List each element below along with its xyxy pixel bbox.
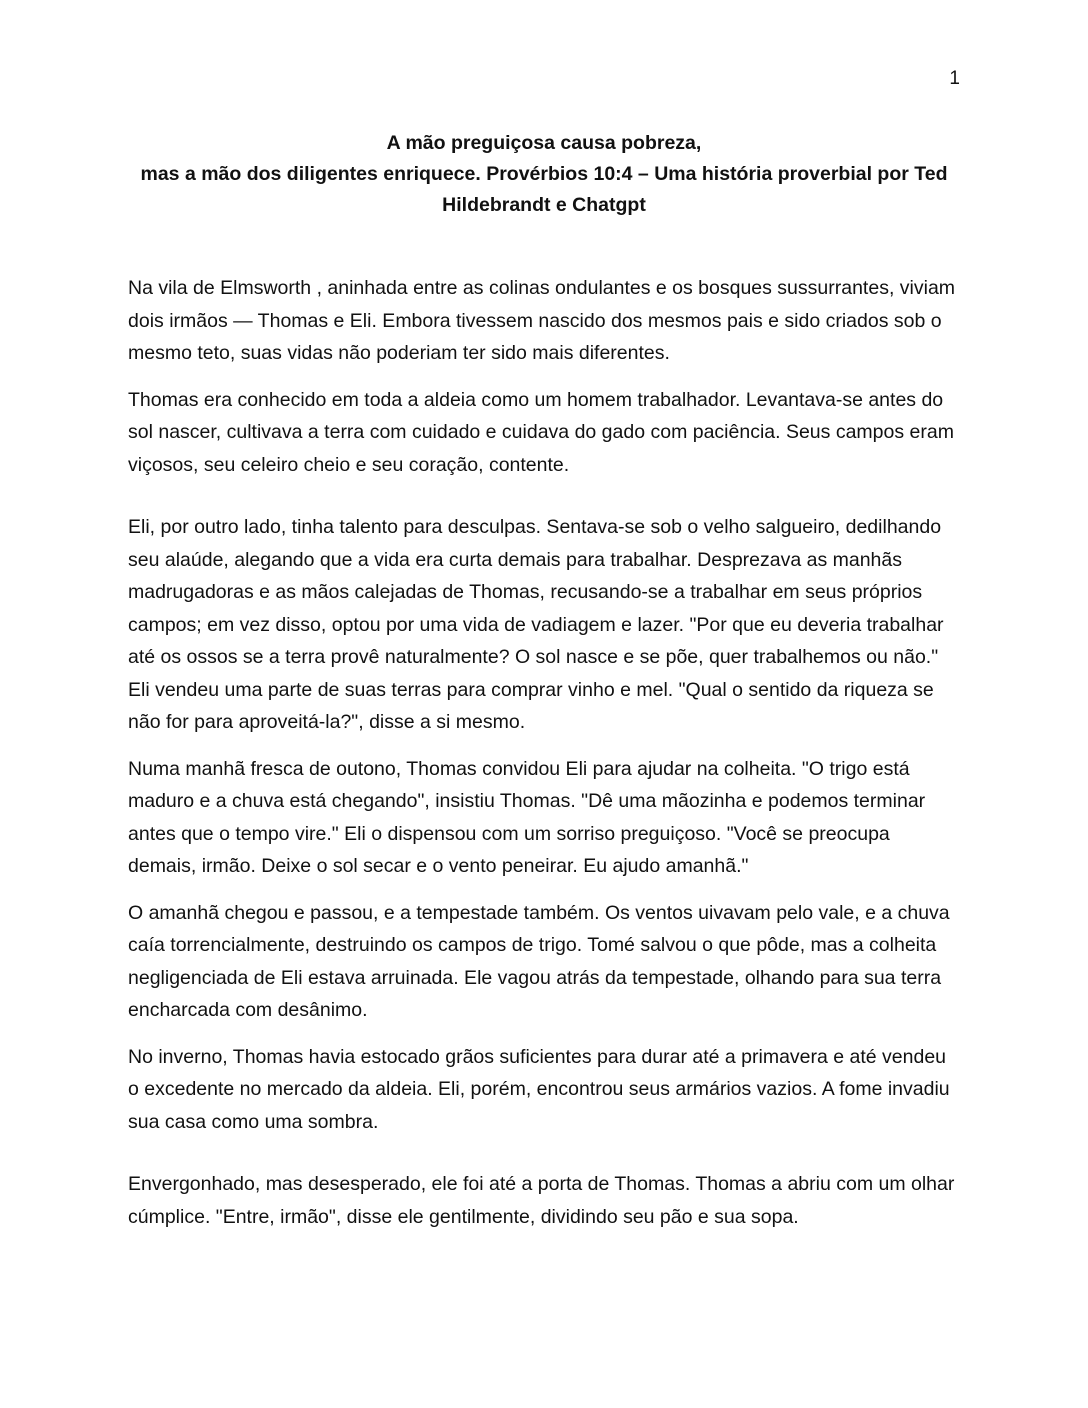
title-line-1: A mão preguiçosa causa pobreza, <box>386 132 702 154</box>
paragraph-4: Numa manhã fresca de outono, Thomas convidou Eli para ajudar na colheita. "O trigo está maduro e a chuva está chegando", insistiu Thomas. "Dê uma mãozinha e podemos terminar antes que o tempo vire." Eli o dispensou com um sorriso preguiçoso. "Você se preocupa demais, irmão. Deixe o sol secar e o vento peneirar. Eu ajudo amanhã." <box>128 757 926 877</box>
paragraph-6: No inverno, Thomas havia estocado grãos suficientes para durar até a primavera e até vendeu o excedente no mercado da aldeia. Eli, porém, encontrou seus armários vazios. A fome invadiu sua casa como uma sombra. <box>128 1045 950 1133</box>
paragraph-7: Envergonhado, mas desesperado, ele foi até a porta de Thomas. Thomas a abriu com um olhar cúmplice. "Entre, irmão", disse ele gentilmente, dividindo seu pão e sua sopa. <box>128 1173 955 1228</box>
paragraph-5: O amanhã chegou e passou, e a tempestade também. Os ventos uivavam pelo vale, e a chuva caía torrencialmente, destruindo os campos de trigo. Tomé salvou o que pôde, mas a colheita negligenciada de Eli estava arruinada. Ele vagou atrás da tempestade, olhando para sua terra encharcada com desânimo. <box>128 901 950 1021</box>
paragraph-2: Thomas era conhecido em toda a aldeia como um homem trabalhador. Levantava-se antes do sol nascer, cultivava a terra com cuidado e cuidava do gado com paciência. Seus campos eram viçosos, seu celeiro cheio e seu coração, contente. <box>128 388 954 476</box>
document-title <box>128 128 960 221</box>
title-line-3: Hildebrandt e Chatgpt <box>442 194 646 216</box>
title-line-2: mas a mão dos diligentes enriquece. Provérbios 10:4 – Uma história proverbial por Ted <box>140 163 948 185</box>
paragraph-3: Eli, por outro lado, tinha talento para desculpas. Sentava-se sob o velho salgueiro, dedilhando seu alaúde, alegando que a vida era curta demais para trabalhar. Desprezava as manhãs madrugadoras e as mãos calejadas de Thomas, recusando-se a trabalhar em seus próprios campos; em vez disso, optou por uma vida de vadiagem e lazer. "Por que eu deveria trabalhar até os ossos se a terra provê naturalmente? O sol nasce e se põe, quer trabalhemos ou não." Eli vendeu uma parte de suas terras para comprar vinho e mel. "Qual o sentido da riqueza se não for para aproveitá-la?", disse a si mesmo. <box>128 516 944 733</box>
story-body <box>128 272 960 1247</box>
page-number: 1 <box>949 68 960 89</box>
paragraph-1: Na vila de Elmsworth , aninhada entre as colinas ondulantes e os bosques sussurrantes, viviam dois irmãos — Thomas e Eli. Embora tivessem nascido dos mesmos pais e sido criados sob o mesmo teto, suas vidas não poderiam ter sido mais diferentes. <box>128 277 956 364</box>
